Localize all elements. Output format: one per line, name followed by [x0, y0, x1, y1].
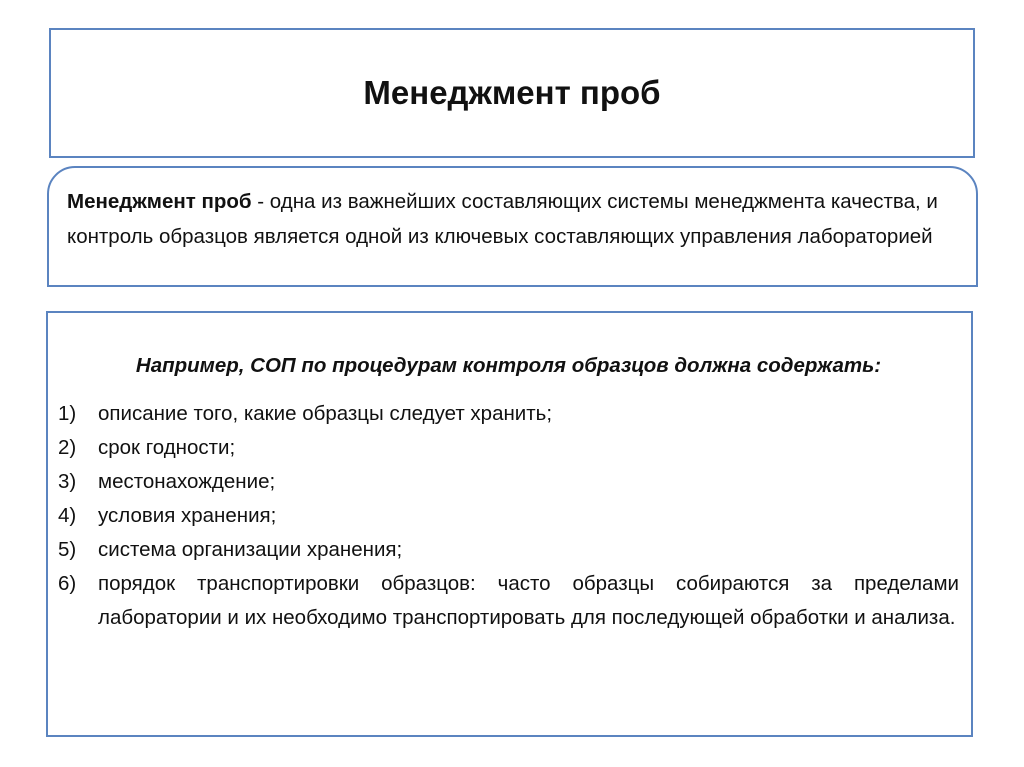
- definition-text: [67, 184, 976, 254]
- title-box: [49, 28, 975, 158]
- list-item: [58, 465, 959, 499]
- list-box: [46, 311, 973, 737]
- requirements-list: [58, 397, 959, 635]
- definition-body: - одна из важнейших составляющих системы менеджмента качества, и контроль образцов является одной из ключевых составляющих управления лабораторией: [67, 190, 938, 248]
- item-text: система организации хранения;: [98, 538, 403, 561]
- item-text: условия хранения;: [98, 504, 277, 527]
- list-item: [58, 397, 959, 431]
- item-text: порядок транспортировки образцов: часто образцы собираются за пределами лаборатории и их необходимо транспортировать для последующей обработки и анализа.: [98, 572, 959, 629]
- item-text: описание того, какие образцы следует хранить;: [98, 402, 553, 425]
- item-number: 2): [58, 436, 77, 459]
- item-number: 5): [58, 538, 77, 561]
- list-item: [58, 431, 959, 465]
- definition-box: [47, 166, 978, 287]
- item-number: 1): [58, 402, 77, 425]
- item-number: 3): [58, 470, 77, 493]
- definition-term: Менеджмент проб: [67, 190, 252, 213]
- item-number: 4): [58, 504, 77, 527]
- item-text: местонахождение;: [98, 470, 276, 493]
- item-text: срок годности;: [98, 436, 236, 459]
- list-item: [58, 499, 959, 533]
- list-heading: Например, СОП по процедурам контроля образцов должна содержать:: [135, 354, 882, 377]
- list-item: [58, 533, 959, 567]
- slide-title: Менеджмент проб: [363, 74, 661, 111]
- item-number: 6): [58, 572, 77, 595]
- list-item: [58, 567, 959, 635]
